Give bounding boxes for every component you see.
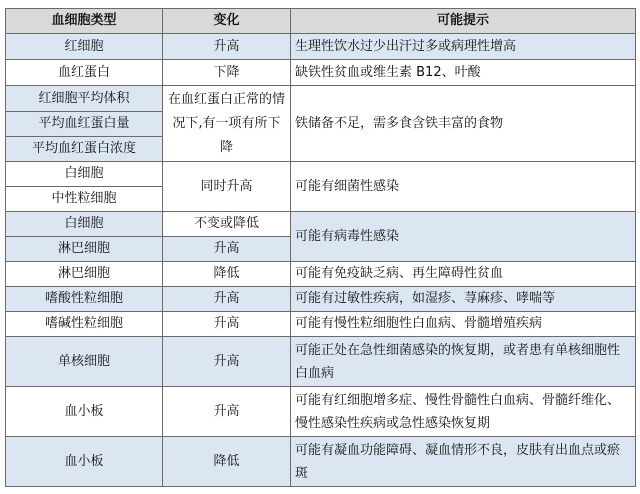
cell-hint: 可能有病毒性感染 (291, 212, 636, 262)
cell-type: 血小板 (6, 437, 163, 487)
header-cell-hint: 可能提示 (291, 9, 636, 34)
cell-hint: 可能有免疫缺乏病、再生障碍性贫血 (291, 262, 636, 287)
cell-hint: 可能有凝血功能障碍、凝血情形不良，皮肤有出血点或瘀斑 (291, 437, 636, 487)
cell-change: 同时升高 (163, 162, 291, 212)
cell-type: 中性粒细胞 (6, 187, 163, 212)
table-row (6, 437, 636, 487)
table-row (6, 60, 636, 86)
cell-change: 升高 (163, 387, 291, 437)
table-row (6, 162, 636, 187)
cell-hint: 可能正处在急性细菌感染的恢复期，或者患有单核细胞性白血病 (291, 337, 636, 387)
cell-change: 下降 (163, 60, 291, 86)
cell-type: 平均血红蛋白浓度 (6, 137, 163, 162)
cell-hint: 可能有慢性粒细胞性白血病、骨髓增殖疾病 (291, 312, 636, 337)
cell-change: 升高 (163, 312, 291, 337)
table-row (6, 387, 636, 437)
cell-type: 单核细胞 (6, 337, 163, 387)
cell-type: 血红蛋白 (6, 60, 163, 86)
table-row (6, 86, 636, 112)
cell-type: 嗜酸性粒细胞 (6, 287, 163, 312)
blood-cell-table (5, 8, 636, 487)
cell-hint: 缺铁性贫血或维生素 B12、叶酸 (291, 60, 636, 86)
table-row (6, 312, 636, 337)
cell-hint: 铁储备不足，需多食含铁丰富的食物 (291, 86, 636, 162)
cell-type: 白细胞 (6, 212, 163, 237)
cell-type: 淋巴细胞 (6, 237, 163, 262)
cell-type: 红细胞 (6, 34, 163, 60)
table-row (6, 34, 636, 60)
cell-hint: 可能有红细胞增多症、慢性骨髓性白血病、骨髓纤维化、慢性感染性疾病或急性感染恢复期 (291, 387, 636, 437)
cell-type: 血小板 (6, 387, 163, 437)
cell-type: 嗜碱性粒细胞 (6, 312, 163, 337)
cell-change: 升高 (163, 337, 291, 387)
cell-change: 降低 (163, 262, 291, 287)
cell-type: 平均血红蛋白量 (6, 112, 163, 137)
cell-type: 淋巴细胞 (6, 262, 163, 287)
table-row (6, 337, 636, 387)
header-cell-change: 变化 (163, 9, 291, 34)
cell-type: 红细胞平均体积 (6, 86, 163, 112)
cell-hint: 可能有细菌性感染 (291, 162, 636, 212)
cell-hint: 可能有过敏性疾病，如湿疹、荨麻疹、哮喘等 (291, 287, 636, 312)
cell-change: 不变或降低 (163, 212, 291, 237)
cell-type: 白细胞 (6, 162, 163, 187)
cell-change: 降低 (163, 437, 291, 487)
cell-change: 升高 (163, 287, 291, 312)
header-cell-type: 血细胞类型 (6, 9, 163, 34)
table-row (6, 212, 636, 237)
cell-change: 升高 (163, 34, 291, 60)
cell-hint: 生理性饮水过少出汗过多或病理性增高 (291, 34, 636, 60)
header-row (6, 9, 636, 34)
cell-change: 升高 (163, 237, 291, 262)
table-row (6, 287, 636, 312)
cell-change: 在血红蛋白正常的情况下,有一项有所下降 (163, 86, 291, 162)
table-row (6, 262, 636, 287)
